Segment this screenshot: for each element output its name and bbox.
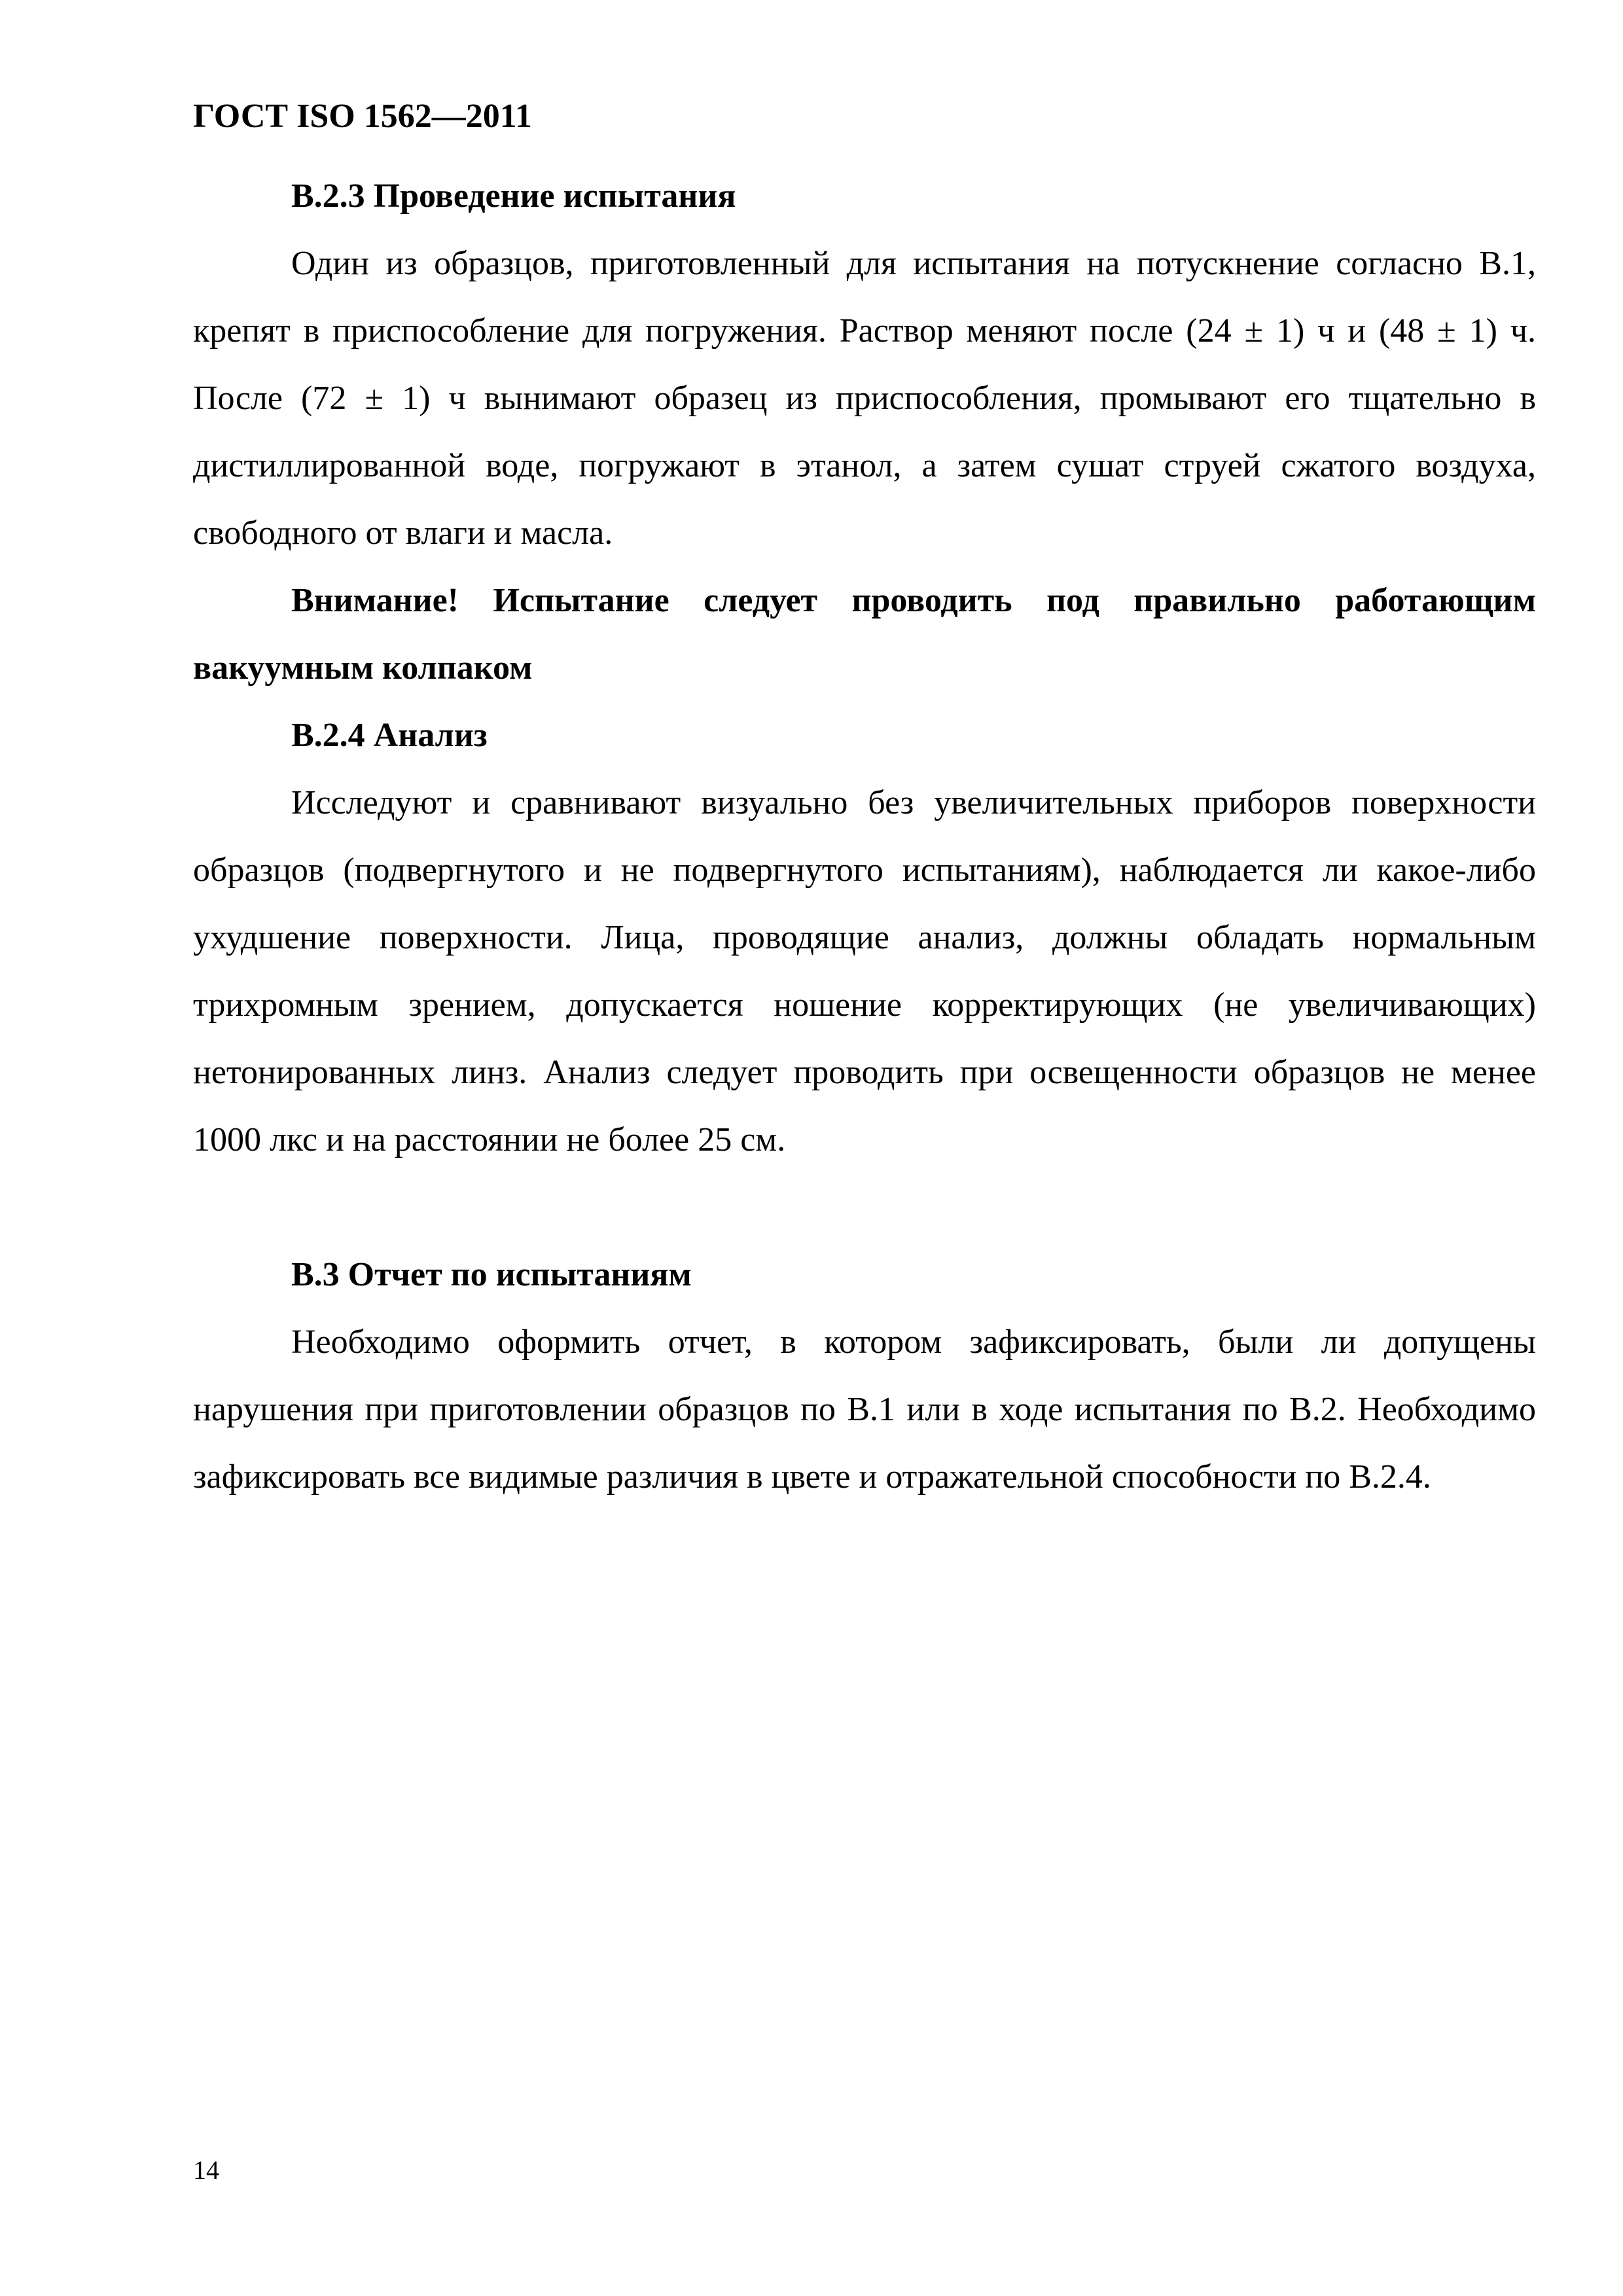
warning-paragraph: Внимание! Испытание следует проводить под правильно работающим вакуумным колпаком [193,582,1536,687]
section-b3 [193,1241,1536,1511]
section-heading: B.2.3 Проведение испытания [291,177,736,215]
section-b23 [193,162,1536,702]
paragraph: Один из образцов, приготовленный для испытания на потускнение согласно B.1, крепят в приспособление для погружения. Раствор меняют после (24 ± 1) ч и (48 ± 1) ч. После (72 ± 1) ч вынимают образец из приспособления, промывают его тщательно в дистиллированной воде, погружают в этанол, а затем сушат струей сжатого воздуха, свободного от влаги и масла. [193,245,1536,552]
section-heading: B.3 Отчет по испытаниям [291,1256,692,1293]
paragraph: Исследуют и сравнивают визуально без увеличительных приборов поверхности образцов (подвергнутого и не подвергнутого испытаниям), наблюдается ли какое-либо ухудшение поверхности. Лица, проводящие анализ, должны обладать нормальным трихромным зрением, допускается ношение корректирующих (не увеличивающих) нетонированных линз. Анализ следует проводить при освещенности образцов не менее 1000 лкс и на расстоянии не более 25 см. [193,784,1536,1158]
page-number: 14 [193,2155,219,2185]
paragraph: Необходимо оформить отчет, в котором зафиксировать, были ли допущены нарушения при приготовлении образцов по B.1 или в ходе испытания по B.2. Необходимо зафиксировать все видимые различия в цвете и отражательной способности по B.2.4. [193,1323,1536,1496]
section-b24 [193,702,1536,1174]
document-code: ГОСТ ISO 1562—2011 [193,98,532,135]
section-heading: B.2.4 Анализ [291,717,488,754]
